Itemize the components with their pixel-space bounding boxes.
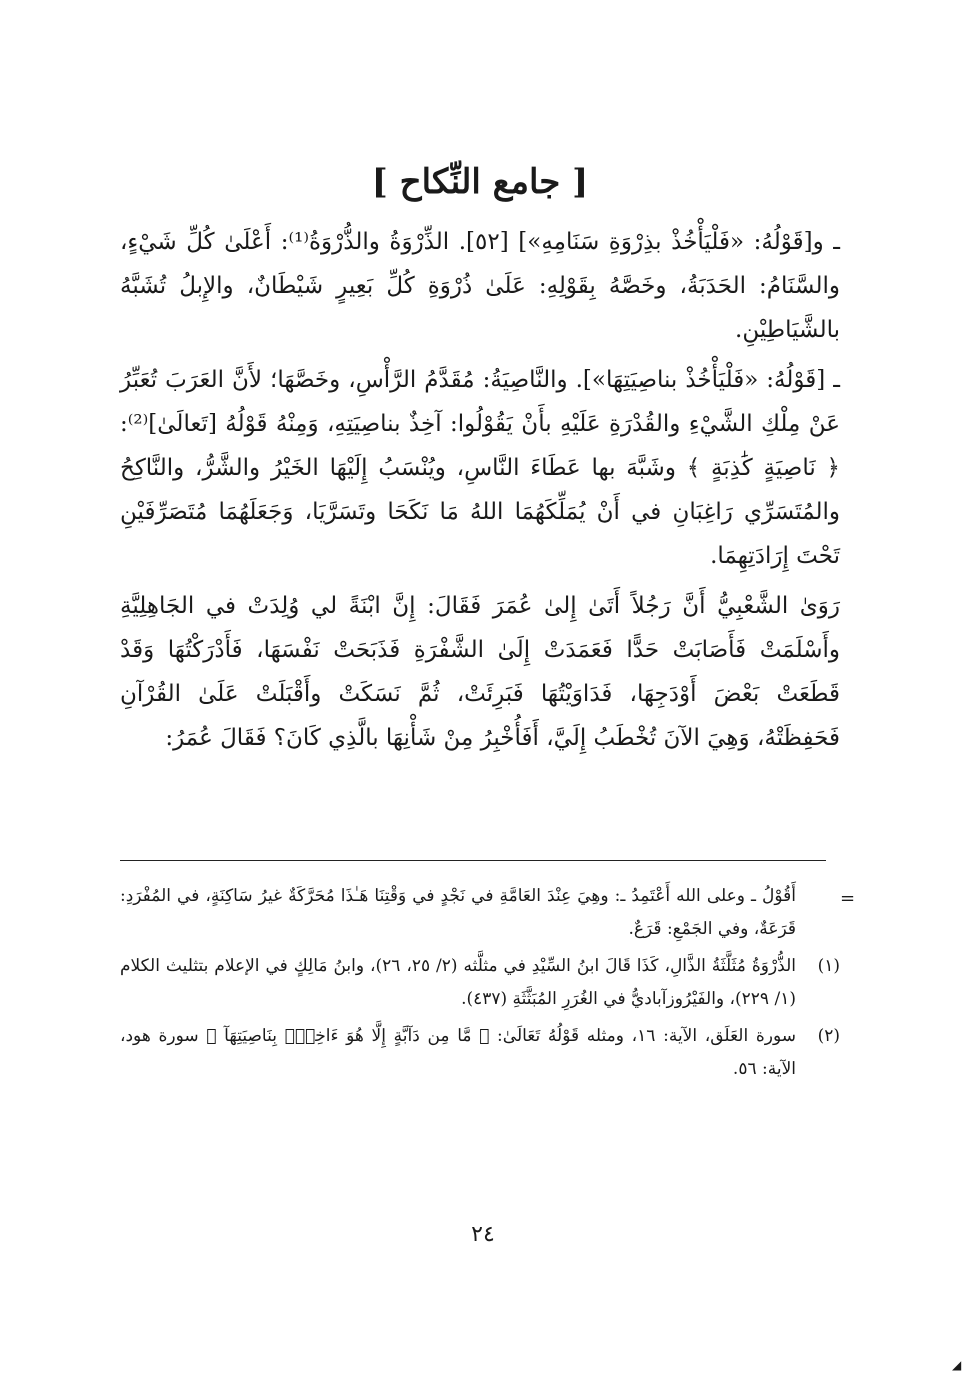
chapter-title: [ جامع النِّكاح ]	[371, 162, 589, 202]
footnote-1	[120, 950, 840, 1016]
main-text	[120, 150, 840, 766]
paragraph-3: رَوَىٰ الشَّعْبِيُّ أَنَّ رَجُلاً أَتَىٰ إِلىٰ عُمَرَ فَقَالَ: إِنَّ ابْنَةً لي وُلِدَتْ في الجَاهِلِيَّةِ وأَسْلَمَتْ فَأَصَابَتْ حَدًّا فَعَمَدَتْ إِلَىٰ الشَّفْرَةِ فَذَبَحَتْ نَفْسَهَا، فَأَدْرَكْتُهَا وَقَدْ قَطَعَتْ بَعْضَ أَوْدَجِهَا، فَدَاوَيْتُهَا فَبَرِئَتْ، ثُمَّ نَسَكَتْ وأَقْبَلَتْ عَلَىٰ القُرْآنِ فَحَفِظَتْهُ، وَهِيَ الآنَ تُخْطَبُ إِلَيَّ، أَفَأُخْبِرُ مِنْ شَأْنِهَا بالَّذِي كَانَ؟ فَقَالَ عُمَرُ:	[120, 593, 841, 751]
page-number: ٢٤	[471, 1222, 495, 1247]
footnote-text: سورة العَلَق، الآية: ١٦، ومثله قَوْلُهُ تَعَالَىٰ: ﴿ مَّا مِن دَآبَّةٍ إِلَّا هُوَ ءَاخِذُۢ بِنَاصِيَتِهَآ ﴾ سورة هود، الآية: ٥٦.	[120, 1026, 796, 1079]
paragraph-1: ـ و[قَوْلُهُ: «فَلْيَأْخُذْ بذِرْوَةِ سَنَامِهِ»] [٥٢]. الذِّرْوَةُ والذُّرْوَةُ⁽¹⁾: أَعْلَىٰ كُلِّ شَيْءٍ، والسَّنَامُ: الحَدَبَةُ، وخَصَّهُ بِقَوْلِهِ: عَلَىٰ ذُرْوَةِ كُلِّ بَعِيرٍ شَيْطَانٌ، والإِبلُ تُشَبَّهُ بالشَّيَاطِيْنِ.	[120, 229, 841, 343]
footnote-number: (٢)	[817, 1026, 840, 1046]
footnote-continued-text: أَقُوْلُ ـ وعلى الله أَعْتَمِدُ ـ: وهِيَ عِنْدَ العَامَّةِ في نَجْدٍ في وَقْتِنَا هَـٰذَا مُحَرَّكَةٌ غيرُ سَاكِنَةٍ، في المُفْرَدِ: قَرَعَةٌ، وفي الجَمْعِ: قَرَعٌ.	[120, 886, 796, 939]
footnote-number: (١)	[817, 956, 840, 976]
corner-mark: ◢	[952, 1358, 962, 1372]
footnote-text: الذُّرْوَةُ مُثَلَّثَةُ الذَّالِ، كَذَا قَالَ ابنُ السِّيْدِ في مثلَّثه (٢/ ٢٥، ٢٦)، وابنُ مَالِكٍ في الإعلام بتثليث الكلام (١/ ٢٢٩)، والفَيْرُوزآباديُّ في الغُرَرِ المُبَثَّثَةِ (٤٣٧).	[120, 956, 797, 1009]
footnote-divider	[120, 860, 826, 861]
paragraph-2: ـ [قَوْلُهُ: «فَلْيَأْخُذْ بناصِيَتِهَا»]. والنَّاصِيَةُ: مُقَدَّمُ الرَّأْسِ، وخَصَّهَا؛ لأَنَّ العَرَبَ تُعَبِّرُ عَنْ مِلْكِ الشَّيْءِ والقُدْرَةِ عَلَيْهِ بأَنْ يَقُوْلُوا: آخِذٌ بناصِيَتِهِ، وَمِنْهُ قَوْلُهُ [تَعالَىٰ]⁽²⁾: ﴿ نَاصِيَةٍ كَٰذِبَةٍ ﴾ وشَبَّهَ بها عَطَاءَ النَّاسِ، ويُنْسَبُ إِلَيْهَا الخَيْرُ والشَّرُّ، والنَّاكِحُ والمُتَسَرِّي رَاغِبَانِ في أَنْ يُمَلِّكَهُمَا اللهُ مَا نَكَحَا وتَسَرَّيَا، وَجَعَلَهُمَا مُتَصَرِّفَيْنِ تَحْتَ إِرَادَتِهِمَا.	[120, 367, 840, 569]
footnote-number-blank	[796, 880, 840, 946]
footnotes	[120, 880, 840, 1090]
continuation-mark: =	[840, 888, 856, 909]
footnote-continued	[120, 880, 840, 946]
footnote-2	[120, 1020, 840, 1086]
